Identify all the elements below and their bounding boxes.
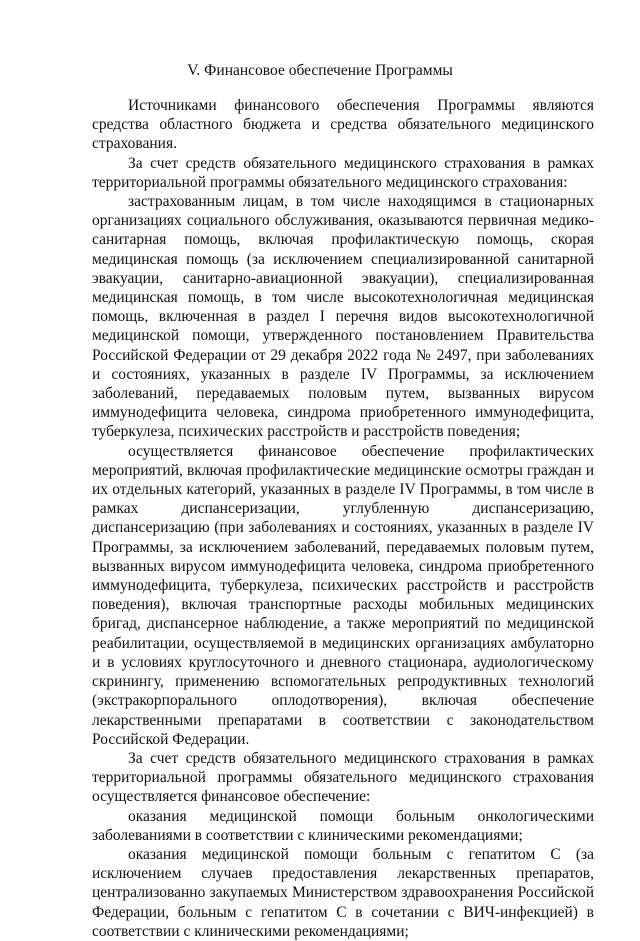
paragraph-funding-sources: Источниками финансового обеспечения Программы являются средства областного бюджета и средства обязательного медицинского страхования. [92,97,594,153]
paragraph-oms-intro: За счет средств обязательного медицинского страхования в рамках территориальной программы обязательного медицинского страхования: [92,154,594,191]
paragraph-preventive-measures: осуществляется финансовое обеспечение профилактических мероприятий, включая профилактические медицинские осмотры граждан и их отдельных категорий, указанных в разделе IV Программы, в том числе в рамках диспансеризации, углубленную диспансеризацию, диспансеризацию (при заболеваниях и состояниях, указанных в разделе IV Программы, за исключением заболеваний, передаваемых половым путем, вызванных вирусом иммунодефицита человека, синдрома приобретенного иммунодефицита, туберкулеза, психических расстройств и расстройств поведения), включая транспортные расходы мобильных медицинских бригад, диспансерное наблюдение, а также мероприятий по медицинской реабилитации, осуществляемой в медицинских организациях амбулаторно и в условиях круглосуточного и дневного стационара, аудиологическому скринингу, применению вспомогательных репродуктивных технологий (экстракорпорального оплодотворения), включая обеспечение лекарственными препаратами в соответствии с законодательством Российской Федерации. [92,442,594,748]
paragraph-oncology: оказания медицинской помощи больным онкологическими заболеваниями в соответствии с клиническими рекомендациями; [92,807,594,844]
paragraph-hepatitis-c: оказания медицинской помощи больным с гепатитом С (за исключением случаев предоставления лекарственных препаратов, централизованно закупаемых Министерством здравоохранения Российской Федерации, больным с гепатитом С в сочетании с ВИЧ-инфекцией) в соответствии с клиническими рекомендациями; [92,845,594,940]
paragraph-oms-funding: За счет средств обязательного медицинского страхования в рамках территориальной программы обязательного медицинского страхования осуществляется финансовое обеспечение: [92,749,594,806]
paragraph-insured-persons: застрахованным лицам, в том числе находящимся в стационарных организациях социального обслуживания, оказываются первичная медико-санитарная помощь, включая профилактическую помощь, скорая медицинская помощь (за исключением специализированной санитарной эвакуации, санитарно-авиационной эвакуации), специализированная медицинская помощь, в том числе высокотехнологичная медицинская помощь, включенная в раздел I перечня видов высокотехнологичной медицинской помощи, утвержденного постановлением Правительства Российской Федерации от 29 декабря 2022 года № 2497, при заболеваниях и состояниях, указанных в разделе IV Программы, за исключением заболеваний, передаваемых половым путем, вызванных вирусом иммунодефицита человека, синдрома приобретенного иммунодефицита, туберкулеза, психических расстройств и расстройств поведения; [92,193,594,441]
document-body [92,96,594,941]
section-heading: V. Финансовое обеспечение Программы [187,62,453,79]
